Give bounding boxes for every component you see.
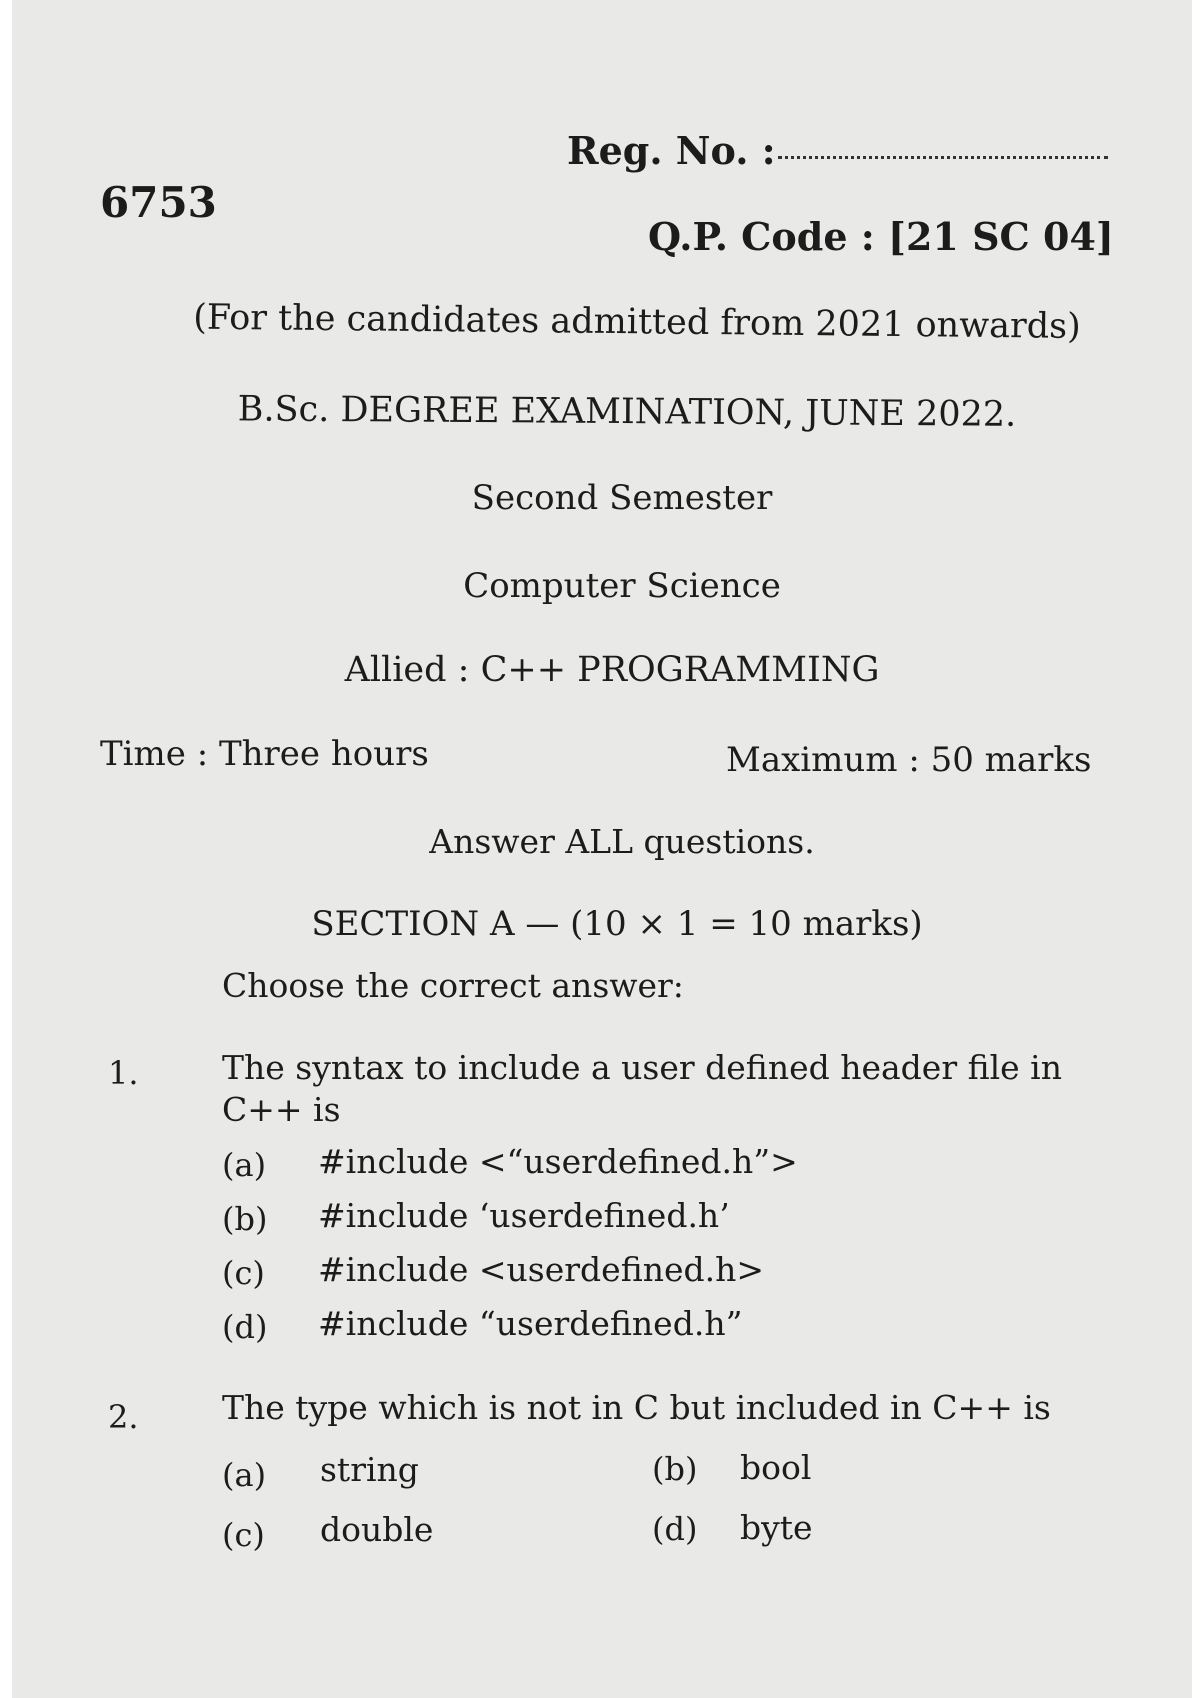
option-label: (b) xyxy=(652,1450,698,1488)
section-instruction: Choose the correct answer: xyxy=(222,966,684,1005)
answer-instruction: Answer ALL questions. xyxy=(429,822,815,861)
paper-number: 6753 xyxy=(100,178,217,227)
question-number: 1. xyxy=(108,1054,139,1092)
option-label: (c) xyxy=(222,1254,265,1292)
reg-no-label: Reg. No. : xyxy=(567,128,776,173)
qp-code: Q.P. Code : [21 SC 04] xyxy=(648,214,1114,259)
option-label: (d) xyxy=(222,1308,268,1346)
option-text: #include “userdefined.h” xyxy=(318,1304,743,1343)
reg-no-blank xyxy=(778,156,1108,159)
option-label: (c) xyxy=(222,1516,265,1554)
option-text: #include ‘userdefined.h’ xyxy=(318,1196,730,1235)
exam-paper-page xyxy=(12,0,1192,1698)
option-label: (d) xyxy=(652,1510,698,1548)
candidates-note: (For the candidates admitted from 2021 onwards) xyxy=(192,297,1081,347)
option-label: (a) xyxy=(222,1456,267,1494)
option-text: bool xyxy=(740,1448,812,1487)
option-text: double xyxy=(320,1510,434,1549)
degree-title: B.Sc. DEGREE EXAMINATION, JUNE 2022. xyxy=(237,389,1017,435)
subject: Computer Science xyxy=(463,566,781,606)
option-text: #include <“userdefined.h”> xyxy=(318,1142,798,1181)
question-text-cont: C++ is xyxy=(222,1090,341,1129)
option-label: (a) xyxy=(222,1146,267,1184)
question-text: The type which is not in C but included in C++ is xyxy=(222,1388,1051,1427)
semester: Second Semester xyxy=(471,478,773,518)
paper-title: Allied : C++ PROGRAMMING xyxy=(344,650,880,690)
option-text: byte xyxy=(740,1508,813,1547)
section-title: SECTION A — (10 × 1 = 10 marks) xyxy=(311,904,923,944)
option-label: (b) xyxy=(222,1200,268,1238)
exam-time: Time : Three hours xyxy=(100,734,429,774)
option-text: #include <userdefined.h> xyxy=(318,1250,764,1289)
option-text: string xyxy=(320,1450,419,1489)
max-marks: Maximum : 50 marks xyxy=(726,740,1092,780)
question-text: The syntax to include a user defined header file in xyxy=(222,1048,1062,1087)
question-number: 2. xyxy=(108,1398,139,1436)
